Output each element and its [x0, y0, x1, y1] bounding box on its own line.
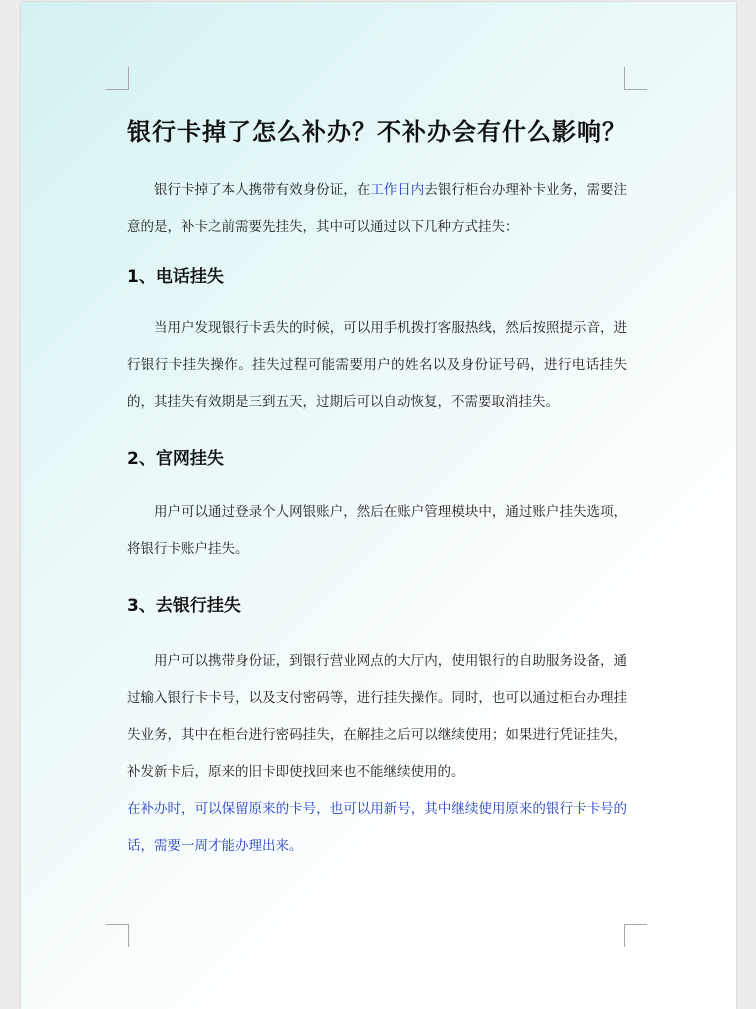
section-body-bank: 用户可以携带身份证，到银行营业网点的大厅内，使用银行的自助服务设备，通过输入银行卡卡号，以及支付密码等，进行挂失操作。同时，也可以通过柜台办理挂失业务，其中在柜台进行密码挂失，在解挂之后可以继续使用；如果进行凭证挂失，补发新卡后，原来的旧卡即使找回来也不能继续使用的。: [127, 653, 627, 780]
intro-text-after-link: 去银行柜台办理补卡业务，需要注意的是，补卡之前需要先挂失，其中可以通过以下几种方式挂失：: [127, 182, 628, 235]
intro-paragraph: [127, 172, 627, 246]
section-heading-phone: 1、电话挂失: [127, 267, 224, 287]
margin-mark-bottom-left: [106, 924, 129, 947]
document-title: 银行卡掉了怎么补办？不补办会有什么影响？: [127, 117, 627, 146]
section-heading-bank: 3、去银行挂失: [127, 596, 241, 616]
document-page: [21, 2, 736, 1009]
section-body-phone: 当用户发现银行卡丢失的时候，可以用手机拨打客服热线，然后按照提示音，进行银行卡挂失操作。挂失过程可能需要用户的姓名以及身份证号码，进行电话挂失的，其挂失有效期是三到五天，过期后可以自动恢复，不需要取消挂失。: [127, 320, 627, 410]
section-body-website: 用户可以通过登录个人网银账户，然后在账户管理模块中，通过账户挂失选项，将银行卡账户挂失。: [127, 504, 627, 557]
section-heading-website: 2、官网挂失: [127, 449, 224, 469]
document-body: [127, 110, 627, 865]
closing-note: 在补办时，可以保留原来的卡号，也可以用新号，其中继续使用原来的银行卡卡号的话，需要一周才能办理出来。: [127, 801, 627, 854]
margin-mark-top-left: [106, 67, 129, 90]
margin-mark-top-right: [624, 67, 647, 90]
intro-text-before-link: 银行卡掉了本人携带有效身份证，在: [154, 182, 371, 198]
margin-mark-bottom-right: [624, 924, 647, 947]
workday-link[interactable]: 工作日内: [370, 182, 425, 198]
